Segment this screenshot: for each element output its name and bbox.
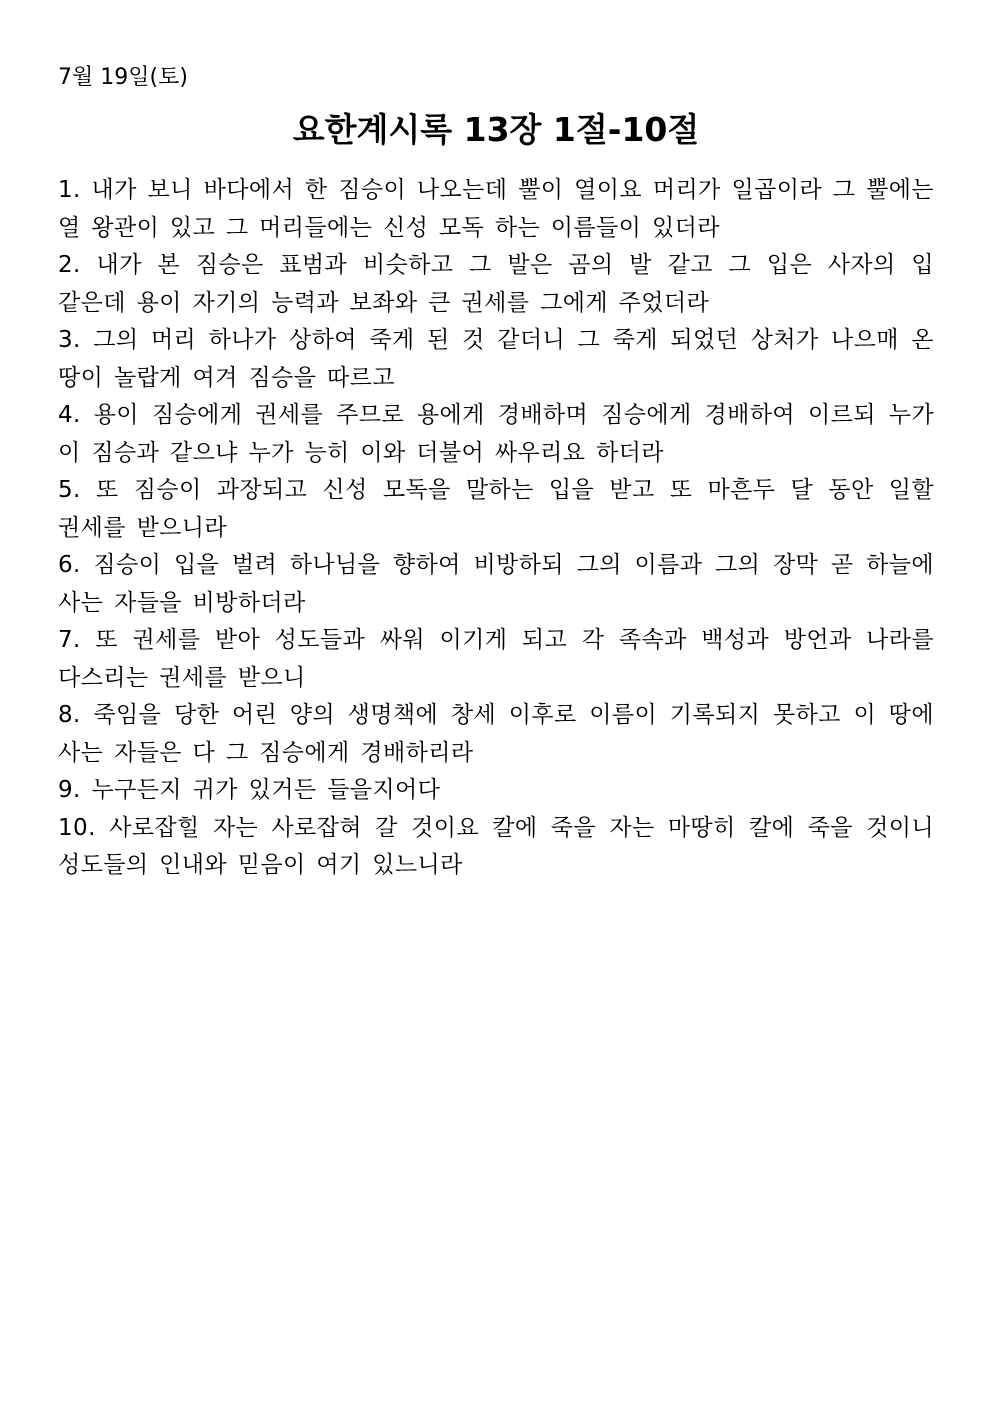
verse-list	[58, 172, 934, 885]
verse-1: 1. 내가 보니 바다에서 한 짐승이 나오는데 뿔이 열이요 머리가 일곱이라 그 뿔에는 열 왕관이 있고 그 머리들에는 신성 모독 하는 이름들이 있더라	[58, 177, 934, 241]
verse-2: 2. 내가 본 짐승은 표범과 비슷하고 그 발은 곰의 발 같고 그 입은 사자의 입 같은데 용이 자기의 능력과 보좌와 큰 권세를 그에게 주었더라	[58, 252, 934, 316]
verse-10: 10. 사로잡힐 자는 사로잡혀 갈 것이요 칼에 죽을 자는 마땅히 칼에 죽을 것이니 성도들의 인내와 믿음이 여기 있느니라	[58, 814, 934, 878]
verse-4: 4. 용이 짐승에게 권세를 주므로 용에게 경배하며 짐승에게 경배하여 이르되 누가 이 짐승과 같으냐 누가 능히 이와 더불어 싸우리요 하더라	[58, 402, 934, 466]
verse-7: 7. 또 권세를 받아 성도들과 싸워 이기게 되고 각 족속과 백성과 방언과 나라를 다스리는 권세를 받으니	[58, 627, 934, 691]
verse-6: 6. 짐승이 입을 벌려 하나님을 향하여 비방하되 그의 이름과 그의 장막 곧 하늘에 사는 자들을 비방하더라	[58, 552, 934, 616]
document-date: 7월 19일(토)	[58, 65, 188, 90]
verse-5: 5. 또 짐승이 과장되고 신성 모독을 말하는 입을 받고 또 마흔두 달 동안 일할 권세를 받으니라	[58, 477, 934, 541]
document-title: 요한계시록 13장 1절-10절	[292, 110, 700, 149]
verse-9: 9. 누구든지 귀가 있거든 들을지어다	[58, 777, 441, 803]
verse-3: 3. 그의 머리 하나가 상하여 죽게 된 것 같더니 그 죽게 되었던 상처가 나으매 온 땅이 놀랍게 여겨 짐승을 따르고	[58, 327, 934, 391]
verse-8: 8. 죽임을 당한 어린 양의 생명책에 창세 이후로 이름이 기록되지 못하고 이 땅에 사는 자들은 다 그 짐승에게 경배하리라	[58, 702, 934, 766]
